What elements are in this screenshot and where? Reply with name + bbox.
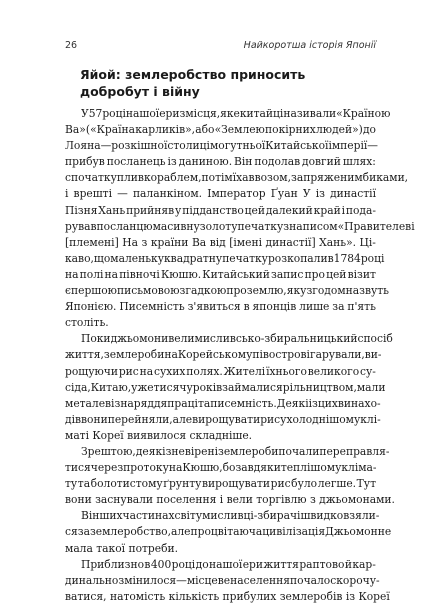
paragraph (65, 106, 415, 331)
section-title-line: добробут і війну (80, 84, 200, 99)
text-line: рував посланцю масивну золоту печатку з написом «Правителеві (65, 219, 415, 233)
page-number: 26 (65, 40, 78, 51)
text-line: століть. (65, 316, 109, 330)
text-line: динально змінилося — місцеве населення почало скорочу- (65, 573, 380, 587)
text-line: ся за землеробство, але процвітаюча цивілізація Джьомон не (65, 525, 392, 539)
text-line: тися через протоку на Кюшю, бо завдяки теплішому кліма- (65, 461, 377, 475)
text-line: Ва» («Країна карликів», або «Землею покірних людей») до (65, 123, 376, 137)
text-line: металеві знаряддя праці та писемність. Деякі із цих винахо- (65, 396, 381, 410)
text-line: і врешті — паланкіном. Імператор Ґуан У із династії (65, 187, 376, 201)
text-line: ту та болотистому ґрунту вирощувати рис було легше. Тут (65, 477, 376, 491)
text-line: Зрештою, деякі зневірені землероби почали переправля- (81, 444, 390, 458)
text-line: Поки джьомони вели мисливсько-збиральницький спосіб (81, 332, 393, 346)
text-line: прибув посланець із даниною. Він подолав довгий шлях: (65, 155, 376, 169)
section-title-line: Яйой: землеробство приносить (80, 67, 306, 82)
paragraph (65, 331, 393, 444)
running-head (65, 40, 376, 51)
text-line: Лояна — розкішної столиці могутньої Китайської імперії — (65, 139, 378, 153)
text-line: маті Кореї виявилося складніше. (65, 428, 253, 442)
text-line: ватися, натомість кількість прибулих землеробів із Кореї (65, 589, 390, 603)
text-line: життя, землероби на Корейському півострові гарували, ви- (65, 348, 382, 362)
text-line: Пізня Хань прийняв у підданство цей далекий край і пода- (65, 203, 376, 217)
paragraph (65, 444, 395, 508)
text-line: У 57 році нашої ери з місця, яке китайці називали «Країною (81, 107, 391, 120)
text-line: дів вони перейняли, але вирощувати рис у холоднішому клі- (65, 412, 381, 426)
paragraph (65, 557, 390, 605)
text-line: каво, що маленьку квадратну печатку розкопали в 1784 році (65, 251, 385, 265)
text-line: В інших частинах світу мисливці-збирачі швидко взяли- (81, 509, 380, 523)
running-head-title: Найкоротша історія Японії (243, 40, 376, 51)
text-line: є першою письмовою згадкою про землю, яку згодом назвуть (65, 284, 390, 298)
text-line: спочатку плив кораблем, потім їхав возом, запряженим биками, (65, 171, 409, 185)
text-line: на полі на півночі Кюшю. Китайський запис про цей візит (65, 267, 376, 281)
text-line: мала такої потреби. (65, 541, 179, 555)
body-text (65, 106, 415, 605)
paragraph (65, 508, 392, 556)
text-line: сіда, Китаю, уже тисячу років займалися рільництвом, мали (65, 380, 386, 394)
section-title (80, 66, 320, 100)
text-line: вони заснували поселення і вели торгівлю з джьомонами. (65, 493, 395, 507)
text-line: Приблизно в 400 році до нашої ери життя раптово й кар- (81, 557, 376, 571)
text-line: Японією. Писемність з'явиться в японців лише за п'ять (65, 300, 376, 314)
text-line: рощуючи рис на сухих полях. Жителі їхнього великого су- (65, 364, 376, 378)
text-line: [племені] На з країни Ва від [імені династії] Хань». Ці- (65, 235, 376, 249)
